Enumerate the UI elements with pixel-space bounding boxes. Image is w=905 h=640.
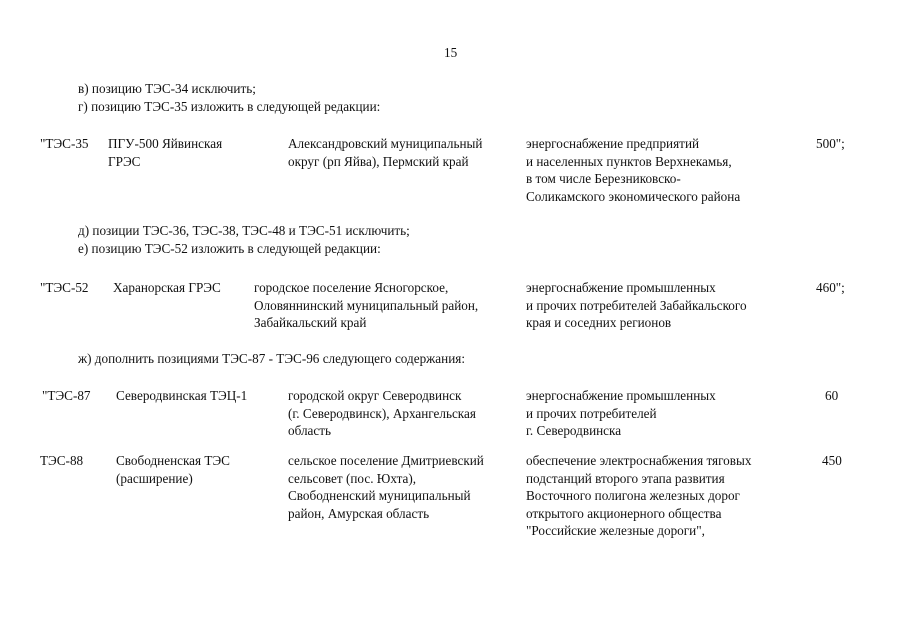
tes88-location-line: сельсовет (пос. Юхта), — [288, 470, 417, 486]
tes87-code: "ТЭС-87 — [42, 388, 91, 403]
tes88-purpose-line: открытого акционерного общества — [526, 505, 722, 521]
tes52-purpose-line: энергоснабжение промышленных — [526, 280, 716, 295]
tes88-purpose — [526, 452, 751, 540]
tes52-power: 460"; — [816, 280, 845, 295]
tes88-purpose-line: Восточного полигона железных дорог — [526, 488, 740, 503]
tes52-purpose-line: края и соседних регионов — [526, 315, 672, 330]
tes88-purpose-line: обеспечение электроснабжения тяговых — [526, 453, 752, 468]
tes52-name — [113, 279, 221, 297]
tes88-name-line: Свободненская ТЭС — [116, 453, 230, 468]
tes52-location-line: Оловяннинский муниципальный район, — [254, 297, 479, 313]
tes35-power: 500"; — [816, 136, 845, 151]
tes52-location — [254, 279, 478, 332]
tes88-name-line: (расширение) — [116, 470, 193, 486]
tes87-purpose — [526, 387, 716, 440]
page-number: 15 — [444, 45, 458, 60]
tes88-purpose-line: подстанций второго этапа развития — [526, 470, 725, 486]
tes87-location — [288, 387, 476, 440]
tes88-code: ТЭС-88 — [40, 453, 84, 468]
tes52-code: "ТЭС-52 — [40, 280, 89, 295]
tes88-location-line: Свободненский муниципальный — [288, 488, 471, 503]
tes87-purpose-line: и прочих потребителей — [526, 405, 657, 421]
tes88-purpose-line: "Российские железные дороги", — [526, 523, 705, 538]
tes35-purpose-line: и населенных пунктов Верхнекамья, — [526, 153, 732, 169]
tes88-power: 450 — [822, 453, 842, 468]
tes35-location-line: округ (рп Яйва), Пермский край — [288, 153, 469, 169]
tes35-code: "ТЭС-35 — [40, 136, 89, 151]
tes87-name — [116, 387, 247, 405]
tes87-location-line: городской округ Северодвинск — [288, 388, 462, 403]
tes52-location-line: городское поселение Ясногорское, — [254, 280, 449, 295]
tes35-name-line: ПГУ-500 Яйвинская — [108, 136, 223, 151]
tes52-purpose-line: и прочих потребителей Забайкальского — [526, 297, 747, 313]
tes87-name-line: Северодвинская ТЭЦ-1 — [116, 388, 248, 403]
tes88-location-line: район, Амурская область — [288, 505, 430, 521]
tes87-purpose-line: г. Северодвинска — [526, 423, 622, 438]
tes35-location — [288, 135, 482, 170]
tes35-purpose-line: Соликамского экономического района — [526, 188, 741, 204]
tes35-purpose — [526, 135, 740, 205]
instruction-v: в) позицию ТЭС-34 исключить; — [78, 81, 256, 96]
tes87-location-line: (г. Северодвинск), Архангельская — [288, 405, 476, 421]
tes35-location-line: Александровский муниципальный — [288, 136, 483, 151]
tes35-name-line: ГРЭС — [108, 153, 141, 169]
tes88-name — [116, 452, 230, 487]
tes52-purpose — [526, 279, 747, 332]
tes87-location-line: область — [288, 423, 332, 438]
instruction-e: е) позицию ТЭС-52 изложить в следующей редакции: — [78, 241, 381, 256]
tes88-location-line: сельское поселение Дмитриевский — [288, 453, 484, 468]
tes87-purpose-line: энергоснабжение промышленных — [526, 388, 716, 403]
tes35-purpose-line: энергоснабжение предприятий — [526, 136, 700, 151]
instruction-g: г) позицию ТЭС-35 изложить в следующей редакции: — [78, 99, 381, 114]
tes35-name — [108, 135, 222, 170]
instruction-zh: ж) дополнить позициями ТЭС-87 - ТЭС-96 следующего содержания: — [78, 351, 465, 366]
tes88-location — [288, 452, 484, 522]
tes87-power: 60 — [825, 388, 839, 403]
instruction-d: д) позиции ТЭС-36, ТЭС-38, ТЭС-48 и ТЭС-51 исключить; — [78, 223, 410, 238]
tes52-name-line: Харанорская ГРЭС — [113, 280, 221, 295]
tes52-location-line: Забайкальский край — [254, 315, 367, 330]
tes35-purpose-line: в том числе Березниковско- — [526, 171, 681, 186]
